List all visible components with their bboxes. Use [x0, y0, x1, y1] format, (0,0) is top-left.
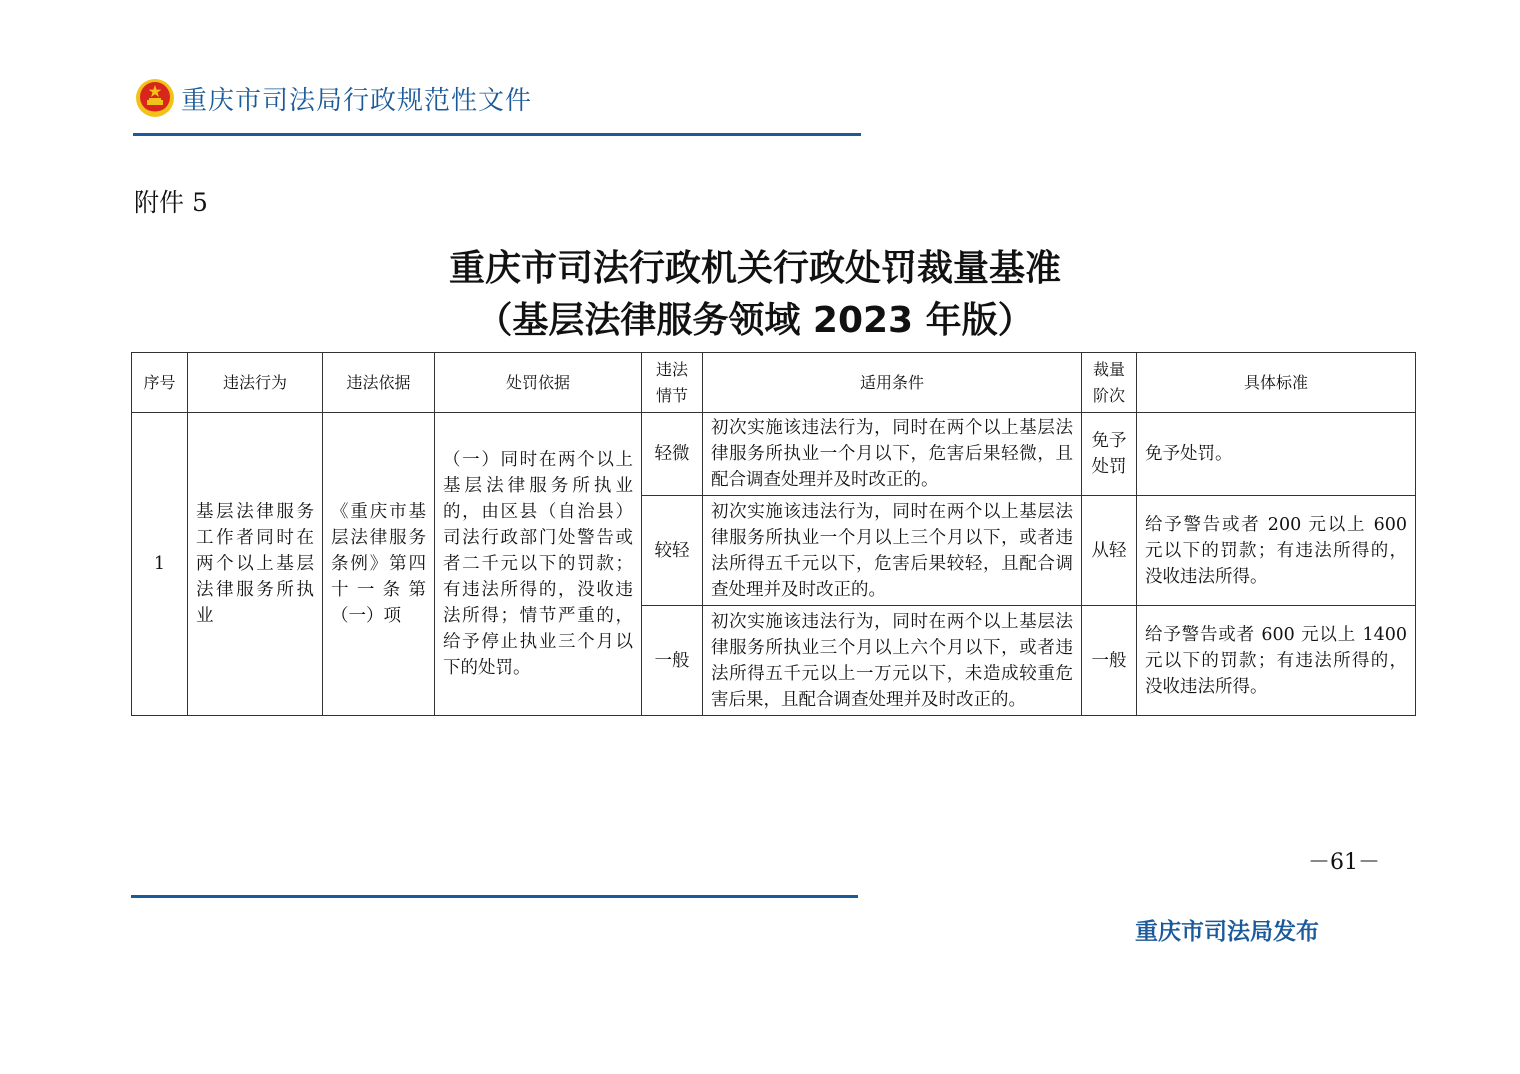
footer-publisher: 重庆市司法局发布 — [1135, 919, 1319, 945]
cell-condition-minor: 初次实施该违法行为，同时在两个以上基层法律服务所执业一个月以下，危害后果轻微，且配合调查处理并及时改正的。 — [703, 413, 1082, 496]
document-header — [135, 78, 532, 118]
cell-circumstance-light: 较轻 — [642, 496, 703, 606]
cell-standard-light: 给予警告或者 200 元以上 600 元以下的罚款；有违法所得的，没收违法所得。 — [1137, 496, 1416, 606]
header-standard: 具体标准 — [1137, 353, 1416, 413]
cell-standard-minor: 免予处罚。 — [1137, 413, 1416, 496]
footer-divider — [131, 895, 858, 898]
header-level — [1082, 353, 1137, 413]
table-row — [132, 413, 1416, 496]
header-penalty-basis: 处罚依据 — [435, 353, 642, 413]
penalty-standard-table — [131, 352, 1416, 716]
document-title: 重庆市司法行政机关行政处罚裁量基准 — [448, 248, 1061, 289]
cell-penalty-basis: （一）同时在两个以上基层法律服务所执业的，由区县（自治县）司法行政部门处警告或者二千元以下的罚款；有违法所得的，没收违法所得；情节严重的，给予停止执业三个月以下的处罚。 — [435, 413, 642, 716]
header-conditions: 适用条件 — [703, 353, 1082, 413]
cell-behavior: 基层法律服务工作者同时在两个以上基层法律服务所执业 — [188, 413, 323, 716]
cell-condition-general: 初次实施该违法行为，同时在两个以上基层法律服务所执业三个月以上六个月以下，或者违法所得五千元以上一万元以下，未造成较重危害后果，且配合调查处理并及时改正的。 — [703, 606, 1082, 716]
cell-level-minor — [1082, 413, 1137, 496]
document-subtitle: （基层法律服务领域 2023 年版） — [476, 300, 1034, 341]
national-emblem-icon — [135, 78, 175, 118]
cell-standard-general: 给予警告或者 600 元以上 1400 元以下的罚款；有违法所得的，没收违法所得。 — [1137, 606, 1416, 716]
table-header-row — [132, 353, 1416, 413]
header-level-line1: 裁量 — [1092, 359, 1125, 379]
attachment-number: 5 — [191, 188, 208, 217]
header-seq: 序号 — [132, 353, 188, 413]
level-minor-line1: 免予 — [1091, 431, 1127, 451]
cell-condition-light: 初次实施该违法行为，同时在两个以上基层法律服务所执业一个月以上三个月以下，或者违法所得五千元以下，危害后果较轻，且配合调查处理并及时改正的。 — [703, 496, 1082, 606]
cell-circumstance-minor: 轻微 — [642, 413, 703, 496]
cell-basis: 《重庆市基层法律服务条例》第四十一条第（一）项 — [323, 413, 435, 716]
header-title: 重庆市司法局行政规范性文件 — [181, 85, 533, 116]
header-circumstance-line1: 违法 — [655, 359, 688, 379]
cell-level-general: 一般 — [1082, 606, 1137, 716]
header-divider — [133, 133, 861, 136]
header-circumstance — [642, 353, 703, 413]
attachment-text: 附件 — [134, 188, 185, 217]
header-behavior: 违法行为 — [188, 353, 323, 413]
level-minor-line2: 处罚 — [1091, 457, 1127, 477]
header-level-line2: 阶次 — [1092, 385, 1125, 405]
attachment-label — [134, 183, 208, 219]
cell-seq: 1 — [132, 413, 188, 716]
header-circumstance-line2: 情节 — [655, 385, 688, 405]
header-basis: 违法依据 — [323, 353, 435, 413]
cell-circumstance-general: 一般 — [642, 606, 703, 716]
page-number: －61－ — [1308, 850, 1380, 875]
cell-level-light: 从轻 — [1082, 496, 1137, 606]
